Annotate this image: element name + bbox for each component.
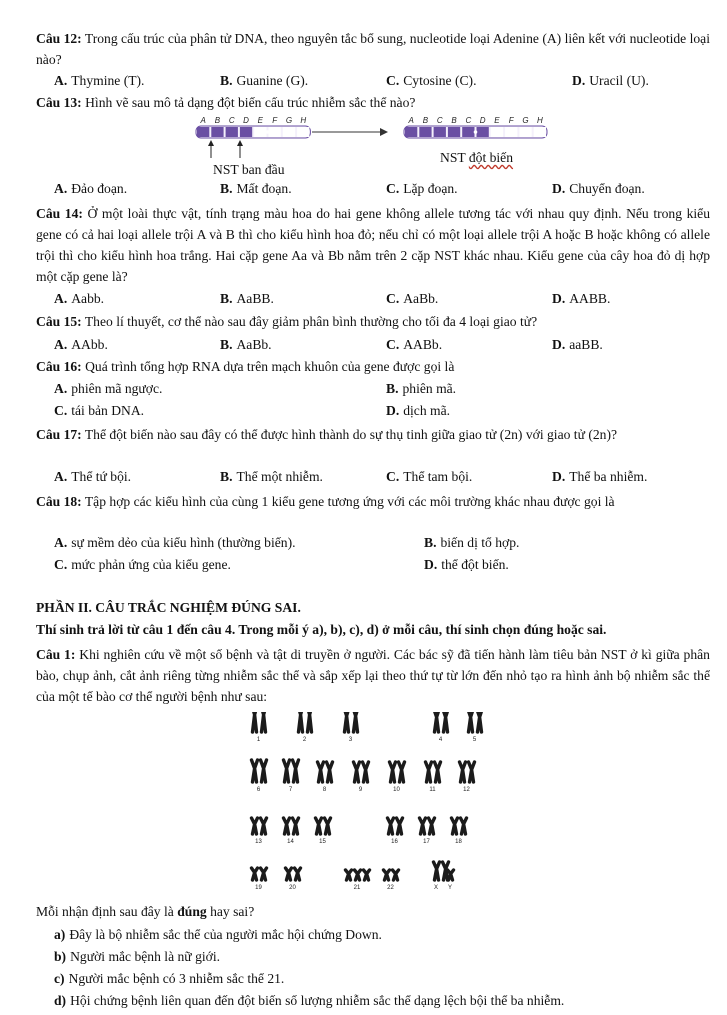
q18-option-c[interactable]: C. mức phản ứng của kiểu gene. xyxy=(54,557,231,572)
karyotype-label-18: 18 xyxy=(455,839,462,845)
chromosome-22 xyxy=(393,870,399,880)
chromosome-14 xyxy=(284,818,290,834)
segment-letter: A xyxy=(408,116,414,125)
q17-option-d[interactable]: D. Thể ba nhiễm. xyxy=(552,469,648,484)
chromosome-Y xyxy=(448,870,454,880)
chromosome-15 xyxy=(325,818,331,834)
chromosome-22 xyxy=(384,870,390,880)
chromosome-16 xyxy=(397,818,403,834)
up-arrows-icon xyxy=(208,140,243,158)
chromosome-5 xyxy=(477,712,483,732)
q13-option-a[interactable]: A. Đảo đoạn. xyxy=(54,181,128,196)
chromosome-13 xyxy=(252,818,258,834)
chromosome-segment xyxy=(405,127,417,137)
question-label: Câu 1: xyxy=(36,647,76,662)
question-12 xyxy=(36,28,710,70)
karyotype-label-2: 2 xyxy=(302,737,307,743)
q18-option-b[interactable]: B. biến dị tổ hợp. xyxy=(424,535,520,550)
chromosome-19 xyxy=(252,868,258,880)
karyotype-label-11: 11 xyxy=(429,787,436,793)
arrow-head-icon xyxy=(380,128,388,136)
chromosome-segment xyxy=(448,127,460,137)
statement-prompt: Mỗi nhận định sau đây là đúng hay sai? xyxy=(36,904,255,919)
chromosome-segment xyxy=(283,127,295,137)
chromosome-13 xyxy=(261,818,267,834)
chromosome-4 xyxy=(443,712,449,732)
question-text: Ở một loài thực vật, tính trạng màu hoa do hai gene không allele tương tác với nhau quy định. Nếu trong kiểu gene có cả hai loại allele trội A và B thì cho kiểu hình hoa đỏ; nếu chỉ có một loại allele trội A hoặc B hoặc không có allele trội thì cho kiểu hình hoa trắng. Hai cặp gene Aa và Bb nằm trên 2 cặp NST khác nhau. Kiểu gene của cây hoa đỏ dị hợp một cặp gene là? xyxy=(36,206,711,284)
chromosome-segment xyxy=(519,127,531,137)
karyotype-image xyxy=(240,712,500,898)
chromosome-segment xyxy=(254,127,266,137)
q14-option-c[interactable]: C. AaBb. xyxy=(386,291,439,306)
part2-heading: PHẦN II. CÂU TRẮC NGHIỆM ĐÚNG SAI. xyxy=(36,600,301,615)
chromosome-5 xyxy=(468,712,474,732)
q12-option-b[interactable]: B. Guanine (G). xyxy=(220,73,309,88)
chromosome-18 xyxy=(452,818,458,834)
mutated-chromosome-caption: NST đột biến xyxy=(440,150,514,165)
segment-letter: G xyxy=(285,116,293,125)
segment-letter: B xyxy=(422,116,429,125)
chromosome-3 xyxy=(353,712,359,732)
segment-letter: D xyxy=(479,116,486,125)
chromosome-7 xyxy=(284,760,290,782)
question-text: Thể đột biến nào sau đây có thể được hình thành do sự thụ tinh giữa giao tử (2n) với giao tử (2n)? xyxy=(84,427,618,442)
karyotype-label-10: 10 xyxy=(393,787,400,793)
chromosome-segment xyxy=(505,127,517,137)
karyotype-label-9: 9 xyxy=(358,787,363,793)
chromosome-10 xyxy=(399,762,405,782)
karyotype-label-19: 19 xyxy=(255,885,262,891)
chromosome-3 xyxy=(344,712,350,732)
segment-letter: H xyxy=(536,116,543,125)
part2-question-1 xyxy=(36,644,710,707)
q14-option-d[interactable]: D. AABB. xyxy=(552,291,611,306)
chromosome-8 xyxy=(327,762,333,782)
chromosome-4 xyxy=(434,712,440,732)
chromosome-17 xyxy=(429,818,435,834)
karyotype-label-15: 15 xyxy=(319,839,326,845)
statement-c[interactable]: c) Người mắc bệnh có 3 nhiễm sắc thể 21. xyxy=(54,971,285,986)
segment-letter: C xyxy=(436,116,443,125)
question-text: Quá trình tổng hợp RNA dựa trên mạch khuôn của gene được gọi là xyxy=(85,359,455,374)
chromosome-segment xyxy=(462,127,474,137)
original-chromosome xyxy=(196,116,310,138)
chromosome-11 xyxy=(435,762,441,782)
statement-d[interactable]: d) Hội chứng bệnh liên quan đến đột biến số lượng nhiễm sắc thể dạng lệch bội thể ba nhiễm. xyxy=(54,993,565,1008)
segment-letter: B xyxy=(214,116,221,125)
chromosome-6 xyxy=(252,760,258,782)
centromere-icon xyxy=(474,130,478,134)
question-text: Tập hợp các kiểu hình của cùng 1 kiểu gene tương ứng với các môi trường khác nhau được gọi là xyxy=(84,494,615,509)
chromosome-segment xyxy=(534,127,546,137)
chromosome-1 xyxy=(261,712,267,732)
q13-option-c[interactable]: C. Lặp đoạn. xyxy=(386,181,458,196)
chromosome-segment xyxy=(240,127,252,137)
q12-option-c[interactable]: C. Cytosine (C). xyxy=(386,73,477,88)
chromosome-segment xyxy=(297,127,309,137)
question-15 xyxy=(36,314,537,330)
q12-option-a[interactable]: A. Thymine (T). xyxy=(54,73,145,88)
chromosome-segment xyxy=(477,127,489,137)
chromosome-21 xyxy=(364,870,370,880)
karyotype-label-20: 20 xyxy=(289,885,296,891)
question-label: Câu 18: xyxy=(36,494,82,509)
chromosome-segment xyxy=(434,127,446,137)
karyotype-label-Y: Y xyxy=(447,885,453,891)
chromosome-segment xyxy=(226,127,238,137)
q15-option-b[interactable]: B. AaBb. xyxy=(220,337,272,352)
chromosome-1 xyxy=(252,712,258,732)
chromosome-20 xyxy=(286,868,292,880)
q12-option-d[interactable]: D. Uracil (U). xyxy=(572,73,649,88)
q17-option-c[interactable]: C. Thể tam bội. xyxy=(386,469,473,484)
chromosome-segment xyxy=(419,127,431,137)
chromosome-segment xyxy=(491,127,503,137)
chromosome-10 xyxy=(390,762,396,782)
chromosome-19 xyxy=(261,868,267,880)
karyotype-label-4: 4 xyxy=(438,737,443,743)
centromere-icon xyxy=(266,130,270,134)
segment-letter: F xyxy=(508,116,514,125)
question-label: Câu 17: xyxy=(36,427,82,442)
chromosome-X xyxy=(434,862,440,880)
q18-option-a[interactable]: A. sự mềm dẻo của kiểu hình (thường biến). xyxy=(54,535,296,550)
q14-option-b[interactable]: B. AaBB. xyxy=(220,291,274,306)
chromosome-2 xyxy=(298,712,304,732)
karyotype-label-14: 14 xyxy=(287,839,294,845)
statement-b[interactable]: b) Người mắc bệnh là nữ giới. xyxy=(54,949,221,964)
chromosome-20 xyxy=(295,868,301,880)
question-text: Hình vẽ sau mô tả dạng đột biến cấu trúc nhiễm sắc thể nào? xyxy=(85,95,416,110)
chromosome-15 xyxy=(316,818,322,834)
q17-option-a[interactable]: A. Thể tứ bội. xyxy=(54,469,132,484)
question-label: Câu 12: xyxy=(36,31,82,46)
question-text: Theo lí thuyết, cơ thể nào sau đây giảm phân bình thường cho tối đa 4 loại giao tử? xyxy=(84,314,538,329)
chromosome-segment xyxy=(211,127,223,137)
q13-option-b[interactable]: B. Mất đoạn. xyxy=(220,181,292,196)
chromosome-11 xyxy=(426,762,432,782)
chromosome-6 xyxy=(261,760,267,782)
q16-option-b[interactable]: B. phiên mã. xyxy=(386,381,457,396)
karyotype-label-5: 5 xyxy=(472,737,477,743)
segment-letter: D xyxy=(243,116,249,125)
q16-option-c[interactable]: C. tái bản DNA. xyxy=(54,403,145,418)
karyotype-label-12: 12 xyxy=(463,787,470,793)
karyotype-label-8: 8 xyxy=(322,787,327,793)
original-chromosome-caption: NST ban đầu xyxy=(213,162,285,177)
chromosome-12 xyxy=(469,762,475,782)
karyotype-label-13: 13 xyxy=(255,839,262,845)
statement-a[interactable]: a) Đây là bộ nhiễm sắc thể của người mắc hội chứng Down. xyxy=(54,927,382,942)
q13-option-d[interactable]: D. Chuyển đoạn. xyxy=(552,181,645,196)
karyotype-label-1: 1 xyxy=(256,737,261,743)
segment-letter: B xyxy=(451,116,457,125)
karyotype-label-X: X xyxy=(433,885,439,891)
q16-option-a[interactable]: A. phiên mã ngược. xyxy=(54,381,163,396)
chromosome-9 xyxy=(354,762,360,782)
karyotype-label-16: 16 xyxy=(391,839,398,845)
segment-letter: C xyxy=(465,116,472,125)
chromosome-8 xyxy=(318,762,324,782)
question-label: Câu 15: xyxy=(36,314,82,329)
karyotype-label-22: 22 xyxy=(387,885,394,891)
chromosome-21 xyxy=(346,870,352,880)
question-14 xyxy=(36,203,710,287)
question-label: Câu 16: xyxy=(36,359,82,374)
chromosome-17 xyxy=(420,818,426,834)
karyotype-label-6: 6 xyxy=(256,787,261,793)
segment-letter: H xyxy=(300,116,307,125)
q16-option-d[interactable]: D. dịch mã. xyxy=(386,403,451,418)
segment-letter: G xyxy=(522,116,529,125)
chromosome-21 xyxy=(355,870,361,880)
segment-letter: C xyxy=(228,116,235,125)
karyotype-label-17: 17 xyxy=(423,839,430,845)
segment-letter: E xyxy=(257,116,264,125)
q15-option-c[interactable]: C. AABb. xyxy=(386,337,443,352)
chromosome-9 xyxy=(363,762,369,782)
segment-letter: A xyxy=(200,116,206,125)
chromosome-14 xyxy=(293,818,299,834)
q17-option-b[interactable]: B. Thể một nhiễm. xyxy=(220,469,323,484)
question-16 xyxy=(36,359,454,375)
question-18 xyxy=(36,491,710,512)
chromosome-2 xyxy=(307,712,313,732)
chromosome-segment xyxy=(269,127,281,137)
question-17 xyxy=(36,424,710,445)
chromosome-16 xyxy=(388,818,394,834)
q15-option-d[interactable]: D. aaBB. xyxy=(552,337,603,352)
question-label: Câu 13: xyxy=(36,95,82,110)
karyotype-label-21: 21 xyxy=(353,885,361,891)
segment-letter: E xyxy=(494,116,500,125)
question-text: Trong cấu trúc của phân tử DNA, theo nguyên tắc bổ sung, nucleotide loại Adenine (A) liên kết với nucleotide loại nào? xyxy=(36,31,710,67)
segment-letter: F xyxy=(272,116,278,125)
question-label: Câu 14: xyxy=(36,206,83,221)
chromosome-12 xyxy=(460,762,466,782)
mutated-chromosome xyxy=(404,116,547,138)
chromosome-segment xyxy=(197,127,209,137)
chromosome-7 xyxy=(293,760,299,782)
part2-instruction: Thí sinh trả lời từ câu 1 đến câu 4. Trong mỗi ý a), b), c), d) ở mỗi câu, thí sinh chọn đúng hoặc sai. xyxy=(36,622,607,637)
q18-option-d[interactable]: D. thể đột biến. xyxy=(424,557,509,572)
karyotype-label-7: 7 xyxy=(288,787,293,793)
question-13 xyxy=(36,95,415,111)
question-text: Khi nghiên cứu về một số bệnh và tật di truyền ở người. Các bác sỹ đã tiến hành làm tiêu bản NST ở kì giữa phân bào, chụp ảnh, cắt ảnh riêng từng nhiễm sắc thể và sắp xếp lại theo thứ tự từ lớn đến nhỏ tạo ra hình ảnh bộ nhiễm sắc thể của một tế bào cơ thể người bệnh như sau: xyxy=(36,647,710,704)
karyotype-label-3: 3 xyxy=(348,737,353,743)
q14-option-a[interactable]: A. Aabb. xyxy=(54,291,105,306)
chromosome-18 xyxy=(461,818,467,834)
q15-option-a[interactable]: A. AAbb. xyxy=(54,337,108,352)
